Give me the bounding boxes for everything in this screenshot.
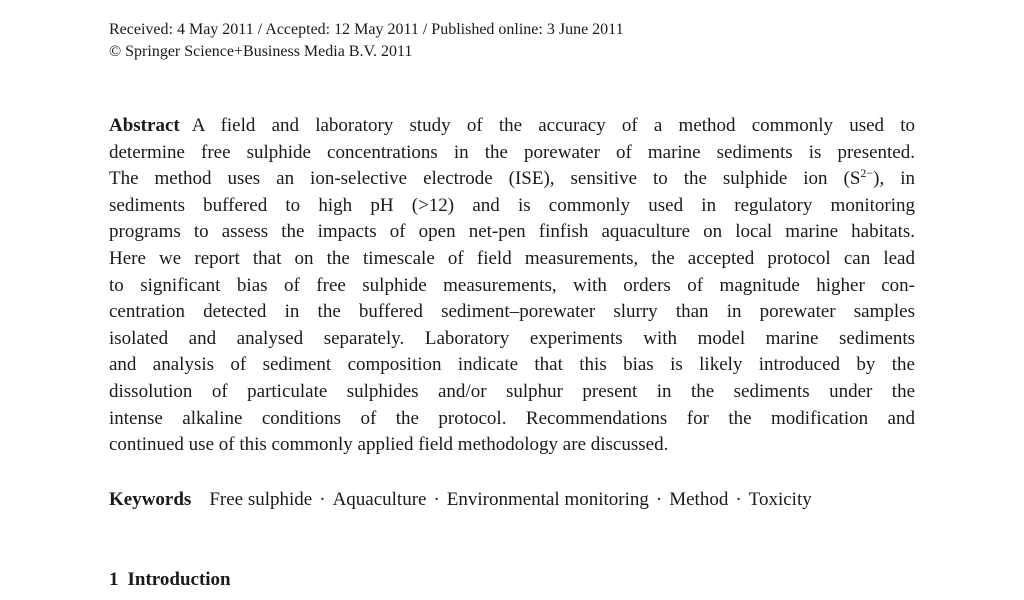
abstract-line: determine free sulphide concentrations in the porewater of marine sediments is presented. <box>109 141 915 163</box>
abstract-line: dissolution of particulate sulphides and/or sulphur present in the sediments under the <box>109 380 915 402</box>
section-number: 1 <box>109 569 119 590</box>
keyword: Aquaculture <box>332 489 427 510</box>
abstract-line <box>109 166 915 193</box>
abstract-text: ), in <box>873 168 915 190</box>
keyword: Method <box>669 489 729 510</box>
keyword-separator: · <box>735 489 742 510</box>
keyword-separator: · <box>655 489 663 510</box>
publication-dates: Received: 4 May 2011 / Accepted: 12 May 2011 / Published online: 3 June 2011 <box>109 21 624 38</box>
keyword-separator: · <box>433 489 440 510</box>
abstract-line: and analysis of sediment composition indicate that this bias is likely introduced by the <box>109 354 915 376</box>
abstract-text: A field and laboratory study of the accuracy of a method commonly used to <box>191 115 915 136</box>
keyword: Toxicity <box>748 489 812 510</box>
keywords-label: Keywords <box>109 489 192 510</box>
abstract-line: isolated and analysed separately. Laboratory experiments with model marine sediments <box>109 327 915 349</box>
abstract-line: to significant bias of free sulphide measurements, with orders of magnitude higher con- <box>109 274 915 296</box>
keyword: Environmental monitoring <box>446 489 649 510</box>
abstract-line: programs to assess the impacts of open net-pen finfish aquaculture on local marine habitats. <box>109 221 915 243</box>
abstract-line: centration detected in the buffered sediment–porewater slurry than in porewater samples <box>109 301 915 323</box>
keywords <box>109 486 915 514</box>
keyword-separator: · <box>319 489 326 510</box>
copyright-notice: © Springer Science+Business Media B.V. 2011 <box>109 43 413 60</box>
abstract-text: The method uses an ion-selective electrode (ISE), sensitive to the sulphide ion (S <box>109 168 861 190</box>
abstract-label: Abstract <box>109 115 180 136</box>
abstract-line: intense alkaline conditions of the protocol. Recommendations for the modification and <box>109 407 915 429</box>
abstract-line <box>109 113 915 140</box>
abstract <box>109 113 915 459</box>
section-heading <box>109 566 231 594</box>
abstract-line: sediments buffered to high pH (>12) and is commonly used in regulatory monitoring <box>109 194 915 216</box>
abstract-line: Here we report that on the timescale of field measurements, the accepted protocol can lead <box>109 247 915 269</box>
charge-superscript: 2− <box>860 166 874 181</box>
section-title: Introduction <box>127 569 231 590</box>
abstract-line: continued use of this commonly applied field methodology are discussed. <box>109 434 669 456</box>
keyword: Free sulphide <box>209 489 313 510</box>
